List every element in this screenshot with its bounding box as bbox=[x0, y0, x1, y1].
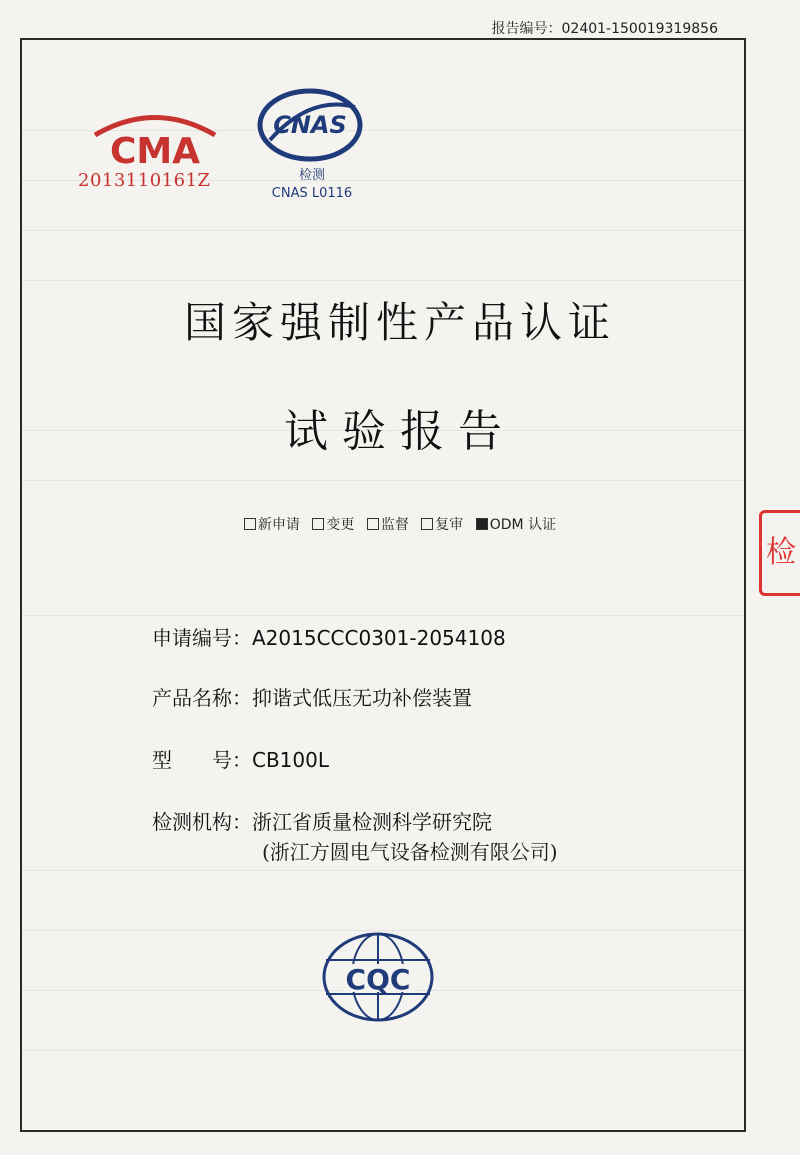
option-review bbox=[421, 517, 463, 533]
application-number-row bbox=[152, 622, 506, 651]
institution-alt-name: (浙江方圆电气设备检测有限公司) bbox=[262, 840, 558, 864]
cma-code: 2013110161Z bbox=[78, 170, 211, 191]
report-number: 报告编号：02401-150019319856 bbox=[491, 21, 718, 37]
product-name-label: 产品名称： bbox=[152, 686, 252, 710]
checkbox-icon bbox=[244, 518, 256, 530]
option-new-application bbox=[244, 517, 300, 533]
report-title-sub: 试验报告 bbox=[284, 406, 516, 457]
option-label: 复审 bbox=[435, 517, 464, 533]
svg-text:CMA: CMA bbox=[109, 131, 201, 172]
report-title-main: 国家强制性产品认证 bbox=[183, 298, 616, 347]
cnas-logo-icon bbox=[255, 85, 365, 165]
option-label: 监督 bbox=[380, 517, 409, 533]
svg-text:CQC: CQC bbox=[345, 963, 411, 996]
institution-label: 检测机构： bbox=[152, 810, 252, 834]
checkbox-icon bbox=[367, 518, 379, 530]
application-number-label: 申请编号： bbox=[152, 626, 252, 650]
red-seal-stamp: 检 bbox=[759, 510, 800, 596]
option-supervision bbox=[367, 517, 409, 533]
cnas-label: 检测 bbox=[298, 168, 325, 183]
product-name-row bbox=[152, 682, 472, 711]
option-odm bbox=[476, 517, 556, 533]
option-label: 变更 bbox=[326, 517, 355, 533]
cnas-caption bbox=[262, 167, 362, 203]
application-number-value: A2015CCC0301-2054108 bbox=[252, 626, 506, 650]
cqc-globe-logo-icon bbox=[320, 930, 436, 1024]
option-label: 新申请 bbox=[257, 517, 300, 533]
svg-text:CNAS: CNAS bbox=[273, 111, 347, 139]
option-label: ODM 认证 bbox=[489, 517, 557, 533]
checkbox-checked-icon bbox=[476, 518, 488, 530]
checkbox-icon bbox=[312, 518, 324, 530]
application-type-options bbox=[0, 514, 800, 534]
product-name-value: 抑谐式低压无功补偿装置 bbox=[252, 686, 472, 710]
option-change bbox=[312, 517, 354, 533]
model-value: CB100L bbox=[252, 748, 330, 772]
institution-value: 浙江省质量检测科学研究院 bbox=[252, 810, 492, 834]
model-row bbox=[152, 744, 329, 773]
institution-row bbox=[152, 806, 492, 835]
model-label: 型 号： bbox=[152, 748, 252, 772]
checkbox-icon bbox=[421, 518, 433, 530]
cnas-code: CNAS L0116 bbox=[271, 186, 353, 201]
